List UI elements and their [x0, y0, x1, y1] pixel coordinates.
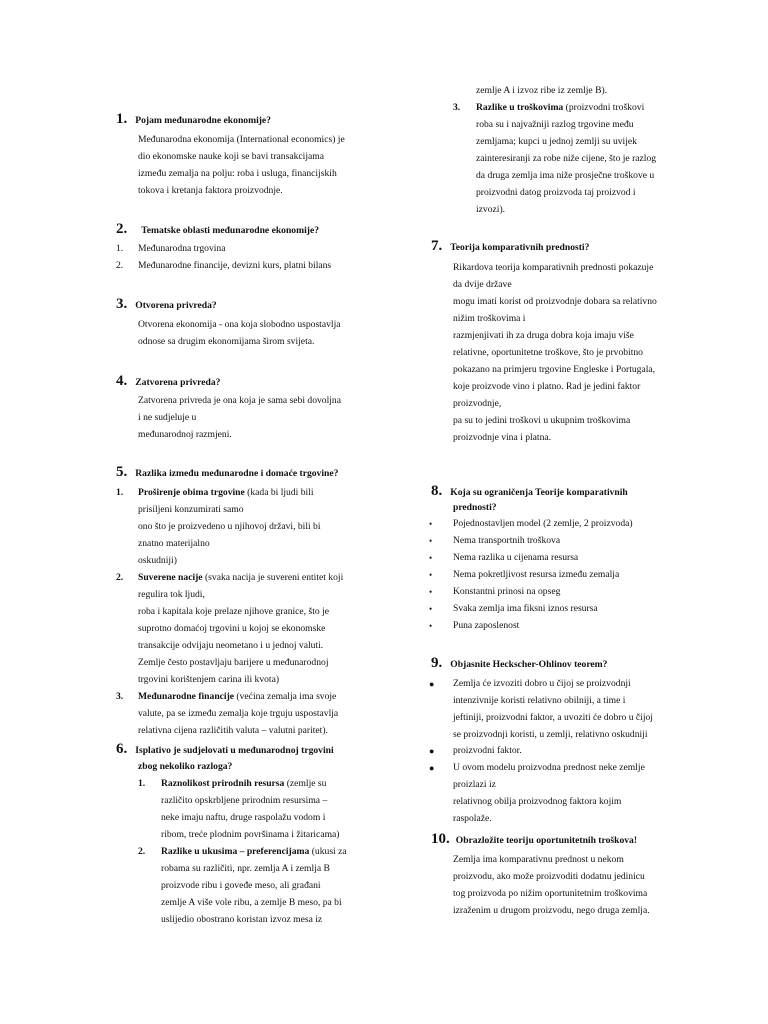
q4-text: Zatvorena privreda je ona koja je sama sebi dovoljna	[138, 395, 341, 406]
bullet-icon: •	[429, 519, 433, 529]
q5-item-number: 1.	[116, 487, 124, 498]
q7-text: proizvodnje vina i platna.	[453, 432, 552, 443]
q8-bullet-item: Puna zaposlenost	[453, 620, 520, 631]
question-5-heading: 5. Razlika između međunarodne i domaće trgovine?	[116, 464, 339, 480]
q3-text: Otvorena ekonomija - ona koja slobodno uspostavlja	[138, 319, 341, 330]
bullet-icon: •	[429, 587, 433, 597]
q10-text: proizvodu, ako može proizvoditi dodatnu jedinicu	[453, 871, 645, 882]
q7-text: relativne, oportunitetne troškove, što je prvobitno	[453, 347, 643, 358]
q9-text: proizvodni faktor.	[453, 745, 522, 756]
q5-text: trgovini korištenjem carina ili kvota)	[138, 674, 280, 685]
q5-text: oskudniji)	[138, 555, 177, 566]
q6-text: ribom, treće plodnim površinama i žitaricama)	[161, 829, 340, 840]
q6-item-number: 1.	[138, 778, 146, 789]
q9-text: U ovom modelu proizvodna prednost neke zemlje	[453, 762, 645, 773]
question-4-heading: 4. Zatvorena privreda?	[116, 373, 221, 389]
q6-text: proizvode ribu i goveđe meso, ali građani	[161, 880, 321, 891]
q8-bullet-item: Nema pokretljivost resursa između zemalja	[453, 569, 620, 580]
q8-bullet-item: Svaka zemlja ima fiksni iznos resursa	[453, 603, 598, 614]
q5-item: Međunarodne financije (većina zemalja ima svoje	[138, 691, 337, 702]
q9-text: raspolaže.	[453, 813, 492, 824]
q4-text: i ne sudjeluje u	[138, 412, 197, 423]
q7-text: nižim troškovima i	[453, 313, 526, 324]
q6-text: neke imaju naftu, druge raspolažu vodom i	[161, 812, 326, 823]
bullet-icon: •	[429, 553, 433, 563]
question-7-heading: 7. Teorija komparativnih prednosti?	[431, 238, 590, 254]
q5-text: transakcije odvijaju neometano i u jednoj valuti.	[138, 640, 324, 651]
question-1-heading: 1. Pojam međunarodne ekonomije?	[116, 111, 271, 127]
q7-text: da dvije države	[453, 279, 512, 290]
bullet-icon: ●	[429, 679, 435, 689]
question-6-heading: 6. Isplativo je sudjelovati u međunarodnoj trgovini	[116, 741, 334, 757]
q2-item-number: 2.	[116, 260, 124, 271]
q3-text: odnose sa drugim ekonomijama širom svijeta.	[138, 336, 315, 347]
q5-text: ono što je proizvedeno u njihovoj državi, bili bi	[138, 521, 321, 532]
bullet-icon: •	[429, 536, 433, 546]
q4-text: međunarodnoj razmjeni.	[138, 429, 232, 440]
q1-text: Međunarodna ekonomija (International economics) je	[138, 134, 345, 145]
q5-text: Zemlje često postavljaju barijere u međunarodnoj	[138, 657, 329, 668]
q5-item-number: 3.	[116, 691, 124, 702]
q7-text: mogu imati korist od proizvodnje dobara sa relativno	[453, 296, 657, 307]
q6-text: robama su različiti, npr. zemlja A i zemlja B	[161, 863, 330, 874]
q6-item: Razlike u ukusima – preferencijama (ukusi za	[161, 846, 347, 857]
q6-text: zainteresiranji za robe niže cijene, što je razlog	[476, 153, 657, 164]
bullet-icon: ●	[429, 763, 435, 773]
q8-bullet-item: Nema transportnih troškova	[453, 535, 561, 546]
question-9-heading: 9. Objasnite Heckscher-Ohlinov teorem?	[431, 655, 608, 671]
q2-item-number: 1.	[116, 243, 124, 254]
q7-text: pokazano na primjeru trgovine Engleske i Portugala,	[453, 364, 656, 375]
q9-text: Zemlja će izvoziti dobro u čijoj se proizvodnji	[453, 678, 631, 689]
question-8-heading-line2: prednosti?	[453, 502, 497, 513]
q8-bullet-item: Nema razlika u cijenama resursa	[453, 552, 579, 563]
question-10-heading: 10. Obrazložite teoriju oportunitetnih troškova!	[431, 831, 638, 847]
bullet-icon: •	[429, 621, 433, 631]
q6-text: izvozi).	[476, 204, 506, 215]
q9-text: proizlazi iz	[453, 779, 496, 790]
q6-item: Raznolikost prirodnih resursa (zemlje su	[161, 778, 327, 789]
question-8-heading: 8. Koja su ograničenja Teorije komparativnih	[431, 483, 628, 499]
q2-item: Međunarodna trgovina	[138, 243, 226, 254]
q6-text: roba su i najvažniji razlog trgovine među	[476, 119, 634, 130]
q2-item: Međunarodne financije, devizni kurs, platni bilans	[138, 260, 332, 271]
q1-text: dio ekonomske nauke koji se bavi transakcijama	[138, 151, 324, 162]
question-2-heading: 2. Tematske oblasti međunarodne ekonomije?	[116, 221, 320, 237]
q5-text: valute, pa se između zemalja koje trguju uspostavlja	[138, 708, 339, 719]
q7-text: proizvodnje,	[453, 398, 502, 409]
q9-text: intenzivnije koristi relativno obilniji, a time i	[453, 695, 626, 706]
q6-text: uslijedio obostrano koristan izvoz mesa iz	[161, 914, 323, 925]
q8-bullet-item: Pojednostavljen model (2 zemlje, 2 proizvoda)	[453, 518, 633, 529]
q1-text: tokova i kretanja faktora proizvodnje.	[138, 185, 283, 196]
q5-item: Proširenje obima trgovine (kada bi ljudi bili	[138, 487, 314, 498]
q6-text: proizvodni datog proizvoda taj proizvod i	[476, 187, 636, 198]
q7-text: koje proizvode vino i platno. Rad je jedini faktor	[453, 381, 641, 392]
q10-text: izraženim u drugom proizvodu, nego druga zemlja.	[453, 905, 650, 916]
q9-text: jeftiniji, proizvodni faktor, a uvoziti će dobro u čijoj	[453, 712, 653, 723]
question-3-heading: 3. Otvorena privreda?	[116, 296, 217, 312]
q5-item: Suverene nacije (svaka nacija je suvereni entitet koji	[138, 572, 344, 583]
q5-text: prisiljeni konzumirati samo	[138, 504, 244, 515]
q5-text: znatno materijalno	[138, 538, 210, 549]
q5-text: relativna cijena različitih valuta – valutni paritet).	[138, 725, 328, 736]
q10-text: Zemlja ima komparativnu prednost u nekom	[453, 854, 624, 865]
q6-continued-text: zemlje A i izvoz ribe iz zemlje B).	[476, 85, 608, 96]
question-6-heading-line2: zbog nekoliko razloga?	[138, 761, 233, 772]
bullet-icon: •	[429, 604, 433, 614]
bullet-icon: ●	[429, 746, 435, 756]
q5-text: regulira tok ljudi,	[138, 589, 205, 600]
q6-text: zemljama; kupci u jednoj zemlji su uvijek	[476, 136, 637, 147]
q7-text: razmjenjivati ih za druga dobra koja imaju više	[453, 330, 634, 341]
q6-item: Razlike u troškovima (proizvodni troškovi	[476, 102, 645, 113]
q6-text: zemlje A više vole ribu, a zemlje B meso, pa bi	[161, 897, 342, 908]
q9-text: se proizvodnji koristi, u zemlji, relativno oskudniji	[453, 729, 648, 740]
q10-text: tog proizvoda po nižim oportunitetnim troškovima	[453, 888, 648, 899]
q6-item-number: 3.	[453, 102, 461, 113]
q7-text: pa su to jedini troškovi u ukupnim troškovima	[453, 415, 631, 426]
q7-text: Rikardova teorija komparativnih prednosti pokazuje	[453, 262, 654, 273]
q5-text: roba i kapitala koje prelaze njihove granice, što je	[138, 606, 329, 617]
bullet-icon: •	[429, 570, 433, 580]
q6-text: da druga zemlja ima niže prosječne troškove u	[476, 170, 655, 181]
q5-item-number: 2.	[116, 572, 124, 583]
q6-text: različito opskrbljene prirodnim resursima –	[161, 795, 328, 806]
q6-item-number: 2.	[138, 846, 146, 857]
q8-bullet-item: Konstantni prinosi na opseg	[453, 586, 561, 597]
q9-text: relativnog obilja proizvodnog faktora kojim	[453, 796, 622, 807]
q5-text: suprotno domaćoj trgovini u kojoj se ekonomske	[138, 623, 326, 634]
q1-text: između zemalja na polju: roba i usluga, financijskih	[138, 168, 337, 179]
